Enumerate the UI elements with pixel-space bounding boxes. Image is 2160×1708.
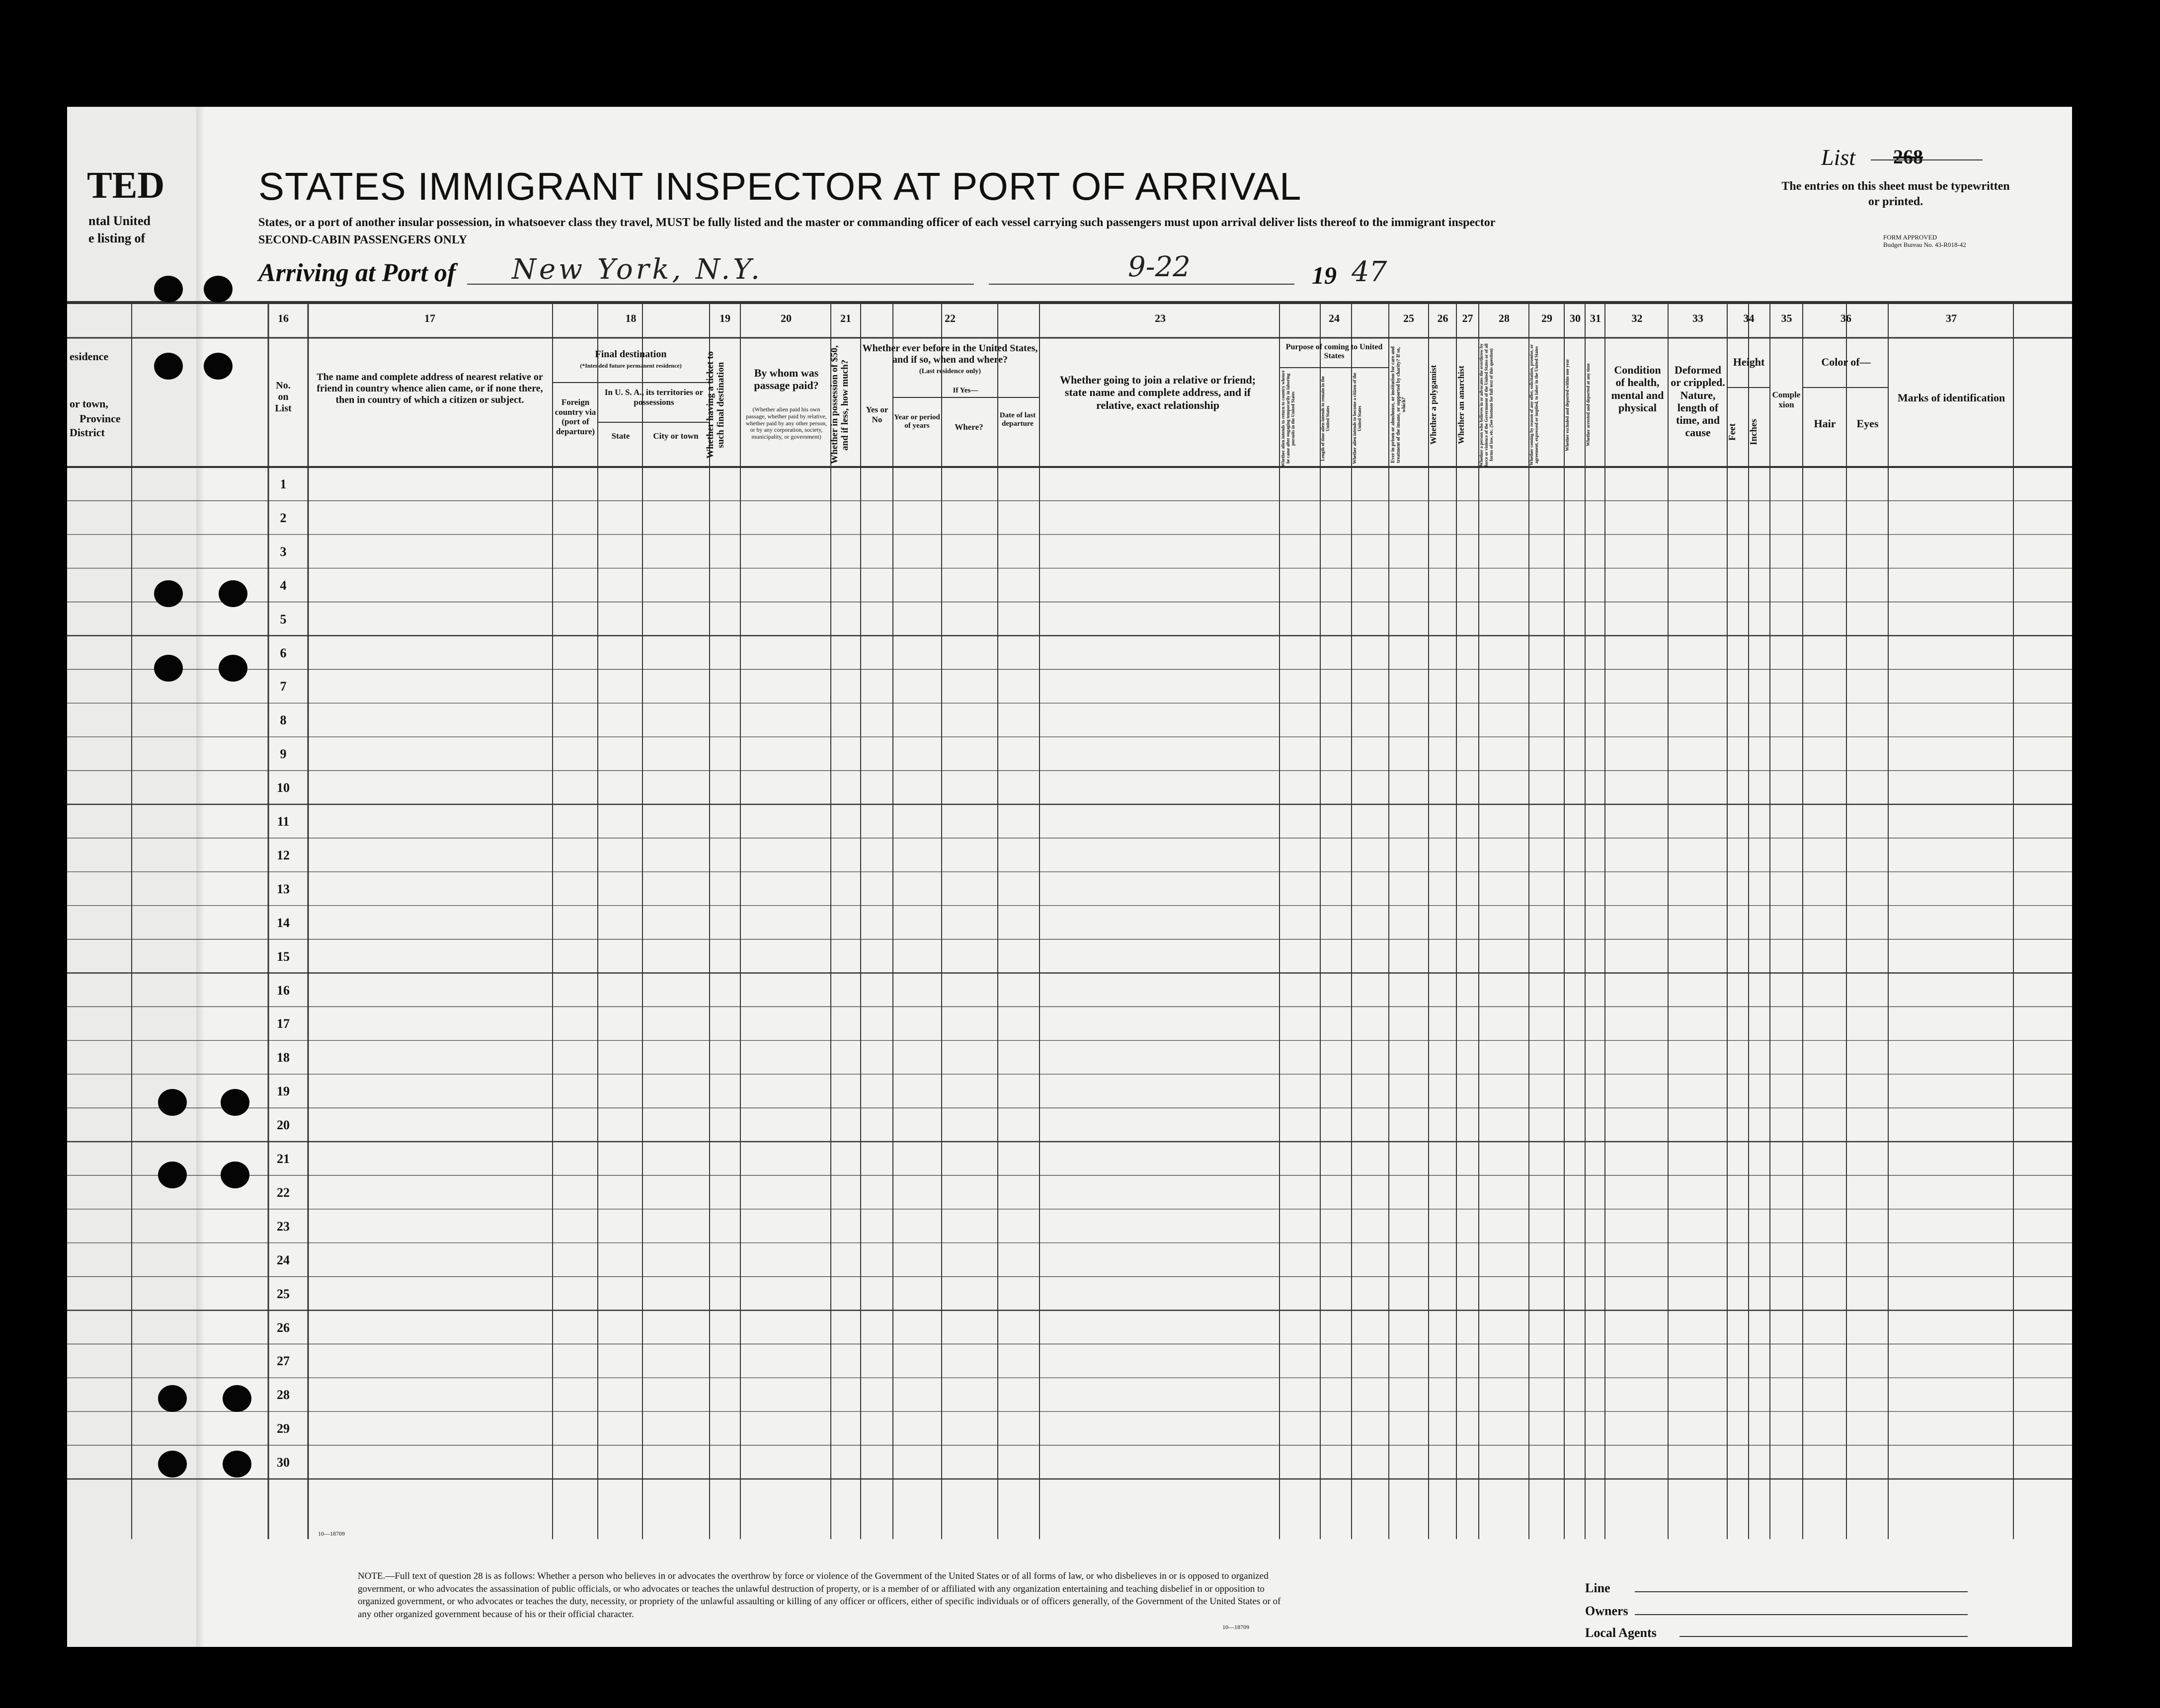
row-number: 15 [277, 949, 290, 964]
left-fragment-title: TED [87, 164, 165, 206]
typewritten-note: The entries on this sheet must be typewritten or printed. [1781, 180, 2010, 209]
left-fragment-line1: ntal United [88, 214, 151, 228]
col-30-num: 30 [1570, 312, 1581, 324]
col-24-c: Whether alien intends to become a citizen of the United States [1352, 373, 1362, 465]
col-21-label: Whether in possession of $50, and if less, how much? [829, 345, 850, 465]
col-23-label: Whether going to join a relative or friend; state name and complete address, and if relative, exact relationship [1059, 374, 1256, 411]
row-number: 5 [280, 612, 287, 626]
col-34-label: Height [1733, 356, 1765, 368]
col-18-state: State [611, 431, 630, 441]
row-number: 29 [277, 1421, 290, 1436]
col-21-num: 21 [840, 312, 851, 324]
left-fragment-res3: Province [80, 412, 121, 425]
row-number: 18 [277, 1050, 290, 1065]
col-22-yesno: Yes or No [866, 405, 888, 424]
col-23-num: 23 [1155, 312, 1166, 324]
col-24-a: Whether alien intends to return to country whence he came after engaging temporarily in laboring pursuits in the United States [1280, 370, 1295, 467]
punch-hole [154, 580, 183, 607]
col-25-num: 25 [1403, 312, 1414, 324]
row-number: 7 [280, 679, 287, 694]
row-number: 10 [277, 780, 290, 795]
punch-hole [223, 1385, 251, 1412]
col-22-date: Date of last departure [999, 411, 1036, 428]
punch-hole [154, 276, 183, 303]
footer-owners-label: Owners [1585, 1604, 1628, 1618]
col-24-num: 24 [1329, 312, 1340, 324]
col-31-num: 31 [1590, 312, 1601, 324]
footnote: NOTE.—Full text of question 28 is as follows: Whether a person who believes in or advocates the overthrow by force or violence of the Government of the United States or of all forms of law, or who disbelieves in or is opposed to organized government, or who advocates the assassination of public officials, or who advocates or teaches the unlawful destruction of property, or is a member of or affiliated with any organization entertaining and teaching disbelief in or opposition to organized government, or who advocates or teaches the duty, necessity, or propriety of the unlawful assaulting or killing of any officer or officers, either of specific individuals or of officers generally, of the Government of the United States or of any other organized government because of his or their official character. [358, 1571, 1281, 1620]
footer-local-agents-label: Local Agents [1585, 1626, 1657, 1640]
port-handwritten: New York, N.Y. [512, 253, 763, 286]
list-label: List [1821, 145, 1856, 170]
col-27-num: 27 [1462, 312, 1473, 324]
col-26-num: 26 [1437, 312, 1448, 324]
punch-hole [219, 580, 247, 607]
row-number: 4 [280, 578, 287, 593]
col-30-label: Whether excluded and deported within one year [1565, 359, 1570, 451]
col-35-num: 35 [1781, 312, 1792, 324]
punch-hole [158, 1385, 187, 1412]
left-fragment-line2: e listing of [88, 231, 146, 245]
punch-hole [219, 655, 247, 682]
row-number: 3 [280, 544, 287, 559]
col-34-inches: Inches [1749, 419, 1759, 446]
col-20-num: 20 [781, 312, 792, 324]
col-22-period: Year or period of years [894, 413, 940, 430]
row-number: 16 [277, 983, 290, 998]
col-17-label: The name and complete address of nearest relative or friend in country whence alien came, or if none there, then in country of which a citizen or subject. [317, 372, 543, 405]
footer-code: 10—18709 [1222, 1624, 1249, 1630]
row-number: 26 [277, 1320, 290, 1335]
col-37-num: 37 [1946, 312, 1957, 324]
left-fragment-res2: or town, [70, 397, 108, 410]
col-29-label: Whether coming by reason of any offer, solicitation, promise, or agreement, expressed or implied, to labor in the United States [1529, 344, 1539, 466]
col-32-label: Condition of health, mental and physical [1611, 364, 1664, 414]
col-36-hair: Hair [1814, 417, 1836, 430]
col-18-label: Final destination [595, 349, 667, 360]
col-33-num: 33 [1692, 312, 1703, 324]
punch-hole [158, 1451, 187, 1477]
col-22-sublabel: (Last residence only) [919, 368, 981, 375]
col-16-label: No. on List [275, 380, 292, 414]
row-number: 28 [277, 1388, 290, 1402]
punch-hole [154, 655, 183, 682]
punch-hole [221, 1089, 249, 1116]
row-number: 14 [277, 915, 290, 930]
row-number: 6 [280, 645, 287, 660]
arriving-label: Arriving at Port of [258, 259, 456, 287]
class-line: SECOND-CABIN PASSENGERS ONLY [258, 233, 468, 246]
row-number: 1 [280, 477, 287, 491]
col-18-foreign: Foreign country via (port of departure) [555, 397, 596, 436]
row-number: 24 [277, 1252, 290, 1267]
punch-hole [204, 276, 233, 303]
budget-bureau: Budget Bureau No. 43-R018-42 [1883, 241, 1966, 248]
left-fragment-res4: District [70, 426, 105, 439]
col-34-feet: Feet [1727, 423, 1738, 441]
col-24-b: Length of time alien intends to remain in the United States [1320, 376, 1330, 461]
col-16-num: 16 [278, 312, 289, 324]
col-24-label: Purpose of coming to United States [1285, 343, 1383, 361]
page-subtitle: States, or a port of another insular possession, in whatsoever class they travel, MUST be fully listed and the master or commanding officer of each vessel carrying such passengers must upon arrival deliver lists thereof to the immigrant inspector [258, 216, 1496, 229]
col-18-city: City or town [653, 431, 699, 441]
col-37-label: Marks of identification [1897, 391, 2005, 404]
col-27-label: Whether an anarchist [1456, 365, 1466, 445]
col-35-label: Complexion [1772, 390, 1801, 409]
punch-hole [154, 353, 183, 380]
left-fragment-residence: esidence [70, 350, 109, 363]
row-number: 21 [277, 1152, 290, 1166]
page-title: STATES IMMIGRANT INSPECTOR AT PORT OF ARRIVAL [258, 164, 1302, 208]
row-number: 13 [277, 881, 290, 896]
row-number: 22 [277, 1185, 290, 1200]
col-22-label: Whether ever before in the United States, and if so, when and where? [862, 343, 1038, 365]
col-36-eyes: Eyes [1856, 417, 1879, 430]
col-18-num: 18 [625, 312, 637, 324]
punch-hole [223, 1451, 251, 1477]
col-26-label: Whether a polygamist [1429, 365, 1438, 445]
form-code: 10—18709 [318, 1530, 345, 1537]
row-number: 30 [277, 1455, 290, 1470]
col-19-num: 19 [720, 312, 730, 324]
row-number: 20 [277, 1118, 290, 1133]
col-20-label: By whom was passage paid? [754, 367, 819, 392]
year-prefix: 19 [1312, 261, 1337, 289]
row-number: 11 [277, 814, 290, 829]
row-number: 2 [280, 510, 287, 525]
footer-line-label: Line [1585, 1581, 1610, 1595]
col-31-label: Whether arrested and deported at any time [1586, 363, 1591, 447]
date-handwritten: 9-22 [1128, 251, 1191, 283]
col-25-label: Ever in prison or almshouse, or institution for care and treatment of the insane, or supported by charity? If so, which? [1390, 346, 1407, 464]
col-32-num: 32 [1631, 312, 1643, 324]
punch-hole [221, 1162, 249, 1188]
row-number: 25 [277, 1286, 290, 1301]
col-28-num: 28 [1499, 312, 1510, 324]
col-22-ifyes: If Yes— [953, 387, 978, 394]
row-number: 8 [280, 713, 287, 728]
col-36-num: 36 [1840, 312, 1851, 324]
col-22-num: 22 [945, 312, 956, 324]
col-33-label: Deformed or crippled. Nature, length of time, and cause [1671, 364, 1725, 439]
col-20-sublabel: (Whether alien paid his own passage, whether paid by relative, whether paid by any other person, or by any corporation, society, municipality, or government) [745, 406, 827, 441]
col-18-sublabel: (*Intended future permanent residence) [580, 362, 682, 369]
col-22-where: Where? [955, 422, 983, 432]
row-number: 19 [277, 1084, 290, 1099]
row-number: 12 [277, 848, 290, 862]
row-number: 17 [277, 1016, 290, 1031]
form-approved: FORM APPROVED [1883, 233, 1937, 241]
year-handwritten: 47 [1352, 256, 1387, 288]
col-36-label: Color of— [1821, 356, 1871, 368]
col-18-usa: In U. S. A., its territories or possessions [604, 388, 704, 407]
punch-hole [158, 1089, 187, 1116]
row-number: 9 [280, 747, 287, 762]
col-29-num: 29 [1541, 312, 1552, 324]
list-number: 268 [1893, 146, 1923, 168]
row-number: 27 [277, 1354, 290, 1369]
punch-hole [204, 353, 233, 380]
col-34-num: 34 [1743, 312, 1755, 324]
row-number: 23 [277, 1219, 290, 1234]
col-17-num: 17 [424, 312, 435, 324]
punch-hole [158, 1162, 187, 1188]
col-19-label: Whether having a ticket to such final destination [705, 351, 726, 459]
col-28-label: Whether a person who believes in or advocates the overthrow by force or violence of the Government of the United States or of all forms of law, etc. (See footnote for full text of this question) [1479, 343, 1494, 466]
